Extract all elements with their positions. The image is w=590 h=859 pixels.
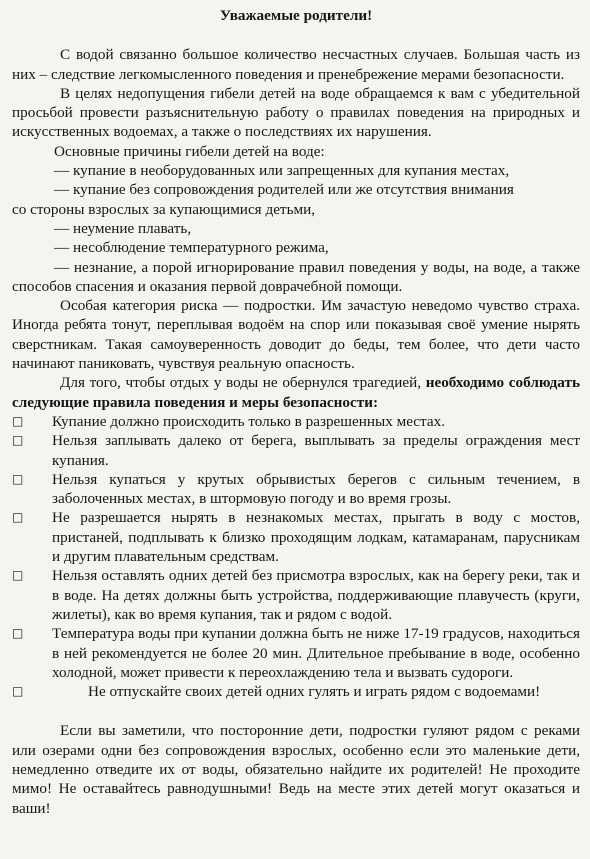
cause-item: — купание без сопровождения родителей или же отсутствия внимания <box>54 181 514 199</box>
rule-item <box>12 624 580 682</box>
checkbox-bullet-icon: □ <box>12 471 24 486</box>
checkbox-bullet-icon: □ <box>12 684 24 699</box>
checkbox-bullet-icon: □ <box>12 413 24 428</box>
rule-item <box>12 431 580 470</box>
rule-item <box>12 508 580 566</box>
document-title: Уважаемые родители! <box>219 7 373 24</box>
rule-text: Не разрешается нырять в незнакомых местах, прыгать в воду с мостов, пристаней, подплывать к близко проходящим лодкам, катамаранам, парусникам и другим плавательным средствам. <box>52 509 580 566</box>
cause-item: — неумение плавать, <box>54 219 192 237</box>
intro-paragraph-2: В целях недопущения гибели детей на воде обращаемся к вам с убедительной просьбой провести разъяснительную работу о правилах поведения на природных и искусственных водоемах, а также о последствиях их нарушения. <box>12 84 580 141</box>
cause-item: — купание в необорудованных или запрещенных для купания местах, <box>54 162 510 180</box>
cause-item: — незнание, а порой игнорирование правил поведения у воды, на воде, а также способов спасения и оказания первой доврачебной помощи. <box>12 258 580 295</box>
risk-paragraph: Особая категория риска — подростки. Им зачастую неведомо чувство страха. Иногда ребята тонут, переплывая водоём на спор или показывая своё умение нырять сверстникам. Такая самоуверенность доводит до беды, тем более, что дети часто начинают паниковать, чувствуя реальную опасность. <box>12 297 580 373</box>
rule-text: Температура воды при купании должна быть не ниже 17-19 градусов, находиться в ней рекомендуется не более 20 мин. Длительное пребывание в воде, особенно холодной, может привести к переохлаждению тела и вызвать судороги. <box>52 625 580 681</box>
closing-paragraph: Если вы заметили, что посторонние дети, подростки гуляют рядом с реками или озерами одни без сопровождения взрослых, особенно если это маленькие дети, немедленно отведите их от воды, обязательно найдите их родителей! Не проходите мимо! Не оставайтесь равнодушными! Ведь на месте этих детей могут оказаться и ваши! <box>12 722 580 817</box>
rule-text: Нельзя купаться у крутых обрывистых берегов с сильным течением, в заболоченных местах, в штормовую погоду и во время грозы. <box>52 470 580 508</box>
cause-item: — несоблюдение температурного режима, <box>54 239 329 257</box>
cause-item-continuation: со стороны взрослых за купающимися детьми, <box>12 200 316 218</box>
rule-text: Нельзя оставлять одних детей без присмотра взрослых, как на берегу реки, так и в воде. На детях должны быть устройства, поддерживающие плавучесть (круги, жилеты), как во время купания, так и рядом с водой. <box>52 567 580 623</box>
rule-item <box>12 470 580 509</box>
rule-item <box>12 566 580 624</box>
rule-text: Нельзя заплывать далеко от берега, выплывать за пределы ограждения мест купания. <box>52 432 580 469</box>
rules-intro-bold: необходимо соблюдать следующие правила поведения и меры безопасности: <box>12 374 580 411</box>
intro-paragraph-1: С водой связанно большое количество несчастных случаев. Большая часть из них – следствие легкомысленного поведения и пренебрежение мерами безопасности. <box>12 46 580 83</box>
spacer <box>12 701 580 721</box>
rules-intro-text: Для того, чтобы отдых у воды не обернулся трагедией, <box>60 374 426 392</box>
warning-line <box>12 682 580 701</box>
warning-text: Не отпускайте своих детей одних гулять и играть рядом с водоемами! <box>88 683 541 701</box>
checkbox-bullet-icon: □ <box>12 510 24 525</box>
rule-text: Купание должно происходить только в разрешенных местах. <box>52 412 446 430</box>
rules-intro <box>12 373 580 412</box>
causes-heading: Основные причины гибели детей на воде: <box>54 142 325 160</box>
rule-item <box>12 412 580 431</box>
checkbox-bullet-icon: □ <box>12 568 24 583</box>
checkbox-bullet-icon: □ <box>12 626 24 641</box>
checkbox-bullet-icon: □ <box>12 433 24 448</box>
